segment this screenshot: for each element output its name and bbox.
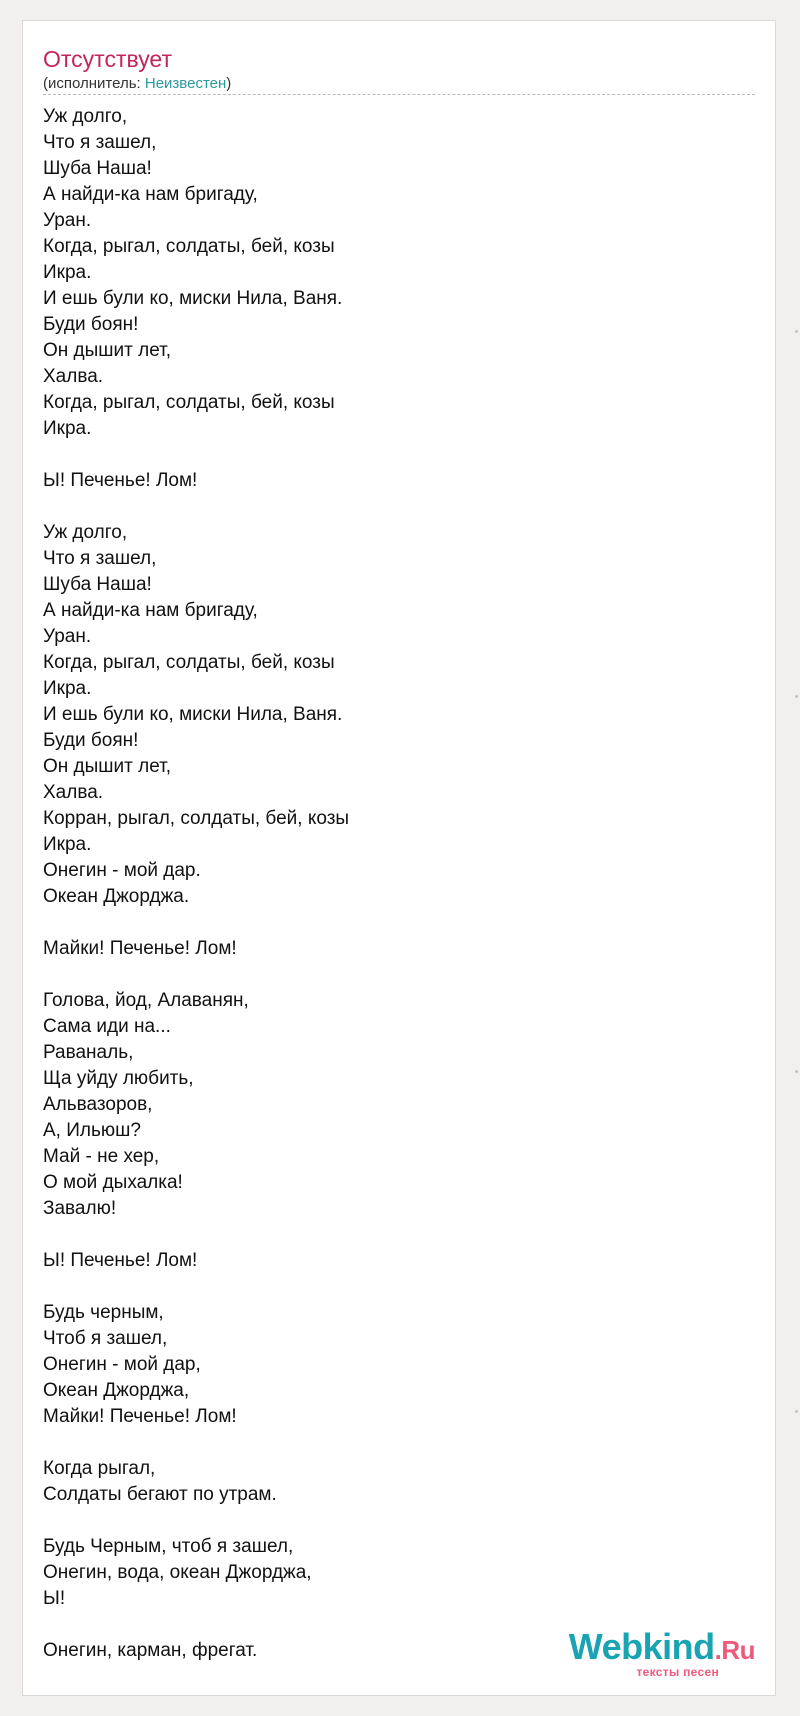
- lyric-line: Халва.: [43, 782, 104, 803]
- lyric-line: О мой дыхалка!: [43, 1172, 183, 1193]
- lyric-line: Уж долго,: [43, 522, 128, 543]
- lyric-line: И ешь були ко, миски Нила, Ваня.: [43, 288, 343, 309]
- performer-link[interactable]: Неизвестен: [144, 75, 227, 92]
- lyric-line: Шуба Наша!: [43, 158, 152, 179]
- lyric-blank-line: [43, 1222, 743, 1248]
- lyric-line: Что я зашел,: [43, 132, 157, 153]
- lyric-line: Он дышит лет,: [43, 756, 172, 777]
- lyric-line: Икра.: [43, 678, 92, 699]
- lyric-line: Ы! Печенье! Лом!: [43, 1250, 198, 1271]
- lyric-line: Ы!: [43, 1588, 66, 1609]
- lyric-line: Что я зашел,: [43, 548, 157, 569]
- lyric-line: Икра.: [43, 834, 92, 855]
- scroll-marker-dot: [795, 1070, 798, 1073]
- performer-prefix: (исполнитель:: [43, 75, 145, 92]
- lyric-line: Корран, рыгал, солдаты, бей, козы: [43, 808, 350, 829]
- logo-main-text: Webkind: [568, 1626, 715, 1667]
- logo-tagline: тексты песен: [636, 1665, 719, 1679]
- scroll-marker-dot: [795, 330, 798, 333]
- lyric-blank-line: [43, 494, 743, 520]
- lyric-line: Май - не хер,: [43, 1146, 160, 1167]
- lyric-line: Ща уйду любить,: [43, 1068, 194, 1089]
- scroll-marker-dot: [795, 1410, 798, 1413]
- lyric-blank-line: [43, 910, 743, 936]
- lyric-line: Океан Джорджа.: [43, 886, 190, 907]
- lyric-line: Когда, рыгал, солдаты, бей, козы: [43, 236, 335, 257]
- scroll-marker-dot: [795, 695, 798, 698]
- lyric-line: Завалю!: [43, 1198, 117, 1219]
- lyric-blank-line: [43, 1430, 743, 1456]
- song-title: Отсутствует: [43, 46, 172, 72]
- lyric-line: А найди-ка нам бригаду,: [43, 184, 258, 205]
- lyric-line: Онегин - мой дар.: [43, 860, 201, 881]
- lyric-blank-line: [43, 442, 743, 468]
- logo-wordmark: [569, 1627, 755, 1670]
- lyric-blank-line: [43, 962, 743, 988]
- lyric-line: Шуба Наша!: [43, 574, 152, 595]
- lyric-line: Буди боян!: [43, 314, 139, 335]
- lyric-line: Сама иди на...: [43, 1016, 171, 1037]
- lyric-line: Будь Черным, чтоб я зашел,: [43, 1536, 294, 1557]
- lyric-line: Онегин - мой дар,: [43, 1354, 201, 1375]
- lyric-blank-line: [43, 1274, 743, 1300]
- logo-tld-text: .Ru: [714, 1635, 755, 1665]
- webkind-logo[interactable]: [555, 1627, 755, 1685]
- lyric-line: Когда, рыгал, солдаты, бей, козы: [43, 392, 335, 413]
- lyric-line: Икра.: [43, 418, 92, 439]
- lyric-line: Когда рыгал,: [43, 1458, 156, 1479]
- lyric-line: Он дышит лет,: [43, 340, 172, 361]
- lyric-line: Майки! Печенье! Лом!: [43, 938, 237, 959]
- lyric-line: А найди-ка нам бригаду,: [43, 600, 258, 621]
- lyric-line: Онегин, вода, океан Джорджа,: [43, 1562, 312, 1583]
- lyrics-card: [22, 20, 776, 1696]
- lyric-line: Океан Джорджа,: [43, 1380, 190, 1401]
- lyrics-text: [43, 104, 743, 1664]
- title-divider: [43, 94, 755, 95]
- lyric-line: Буди боян!: [43, 730, 139, 751]
- lyric-line: Чтоб я зашел,: [43, 1328, 168, 1349]
- lyric-line: Раваналь,: [43, 1042, 134, 1063]
- lyric-blank-line: [43, 1508, 743, 1534]
- performer-suffix: ): [226, 75, 232, 92]
- lyric-line: Солдаты бегают по утрам.: [43, 1484, 277, 1505]
- lyric-line: Онегин, карман, фрегат.: [43, 1640, 258, 1661]
- performer-line: [43, 74, 231, 94]
- lyric-line: Халва.: [43, 366, 104, 387]
- lyric-line: И ешь були ко, миски Нила, Ваня.: [43, 704, 343, 725]
- lyric-line: А, Ильюш?: [43, 1120, 141, 1141]
- lyric-line: Майки! Печенье! Лом!: [43, 1406, 237, 1427]
- lyric-line: Уран.: [43, 210, 92, 231]
- lyric-line: Икра.: [43, 262, 92, 283]
- lyric-line: Голова, йод, Алаванян,: [43, 990, 249, 1011]
- lyric-line: Когда, рыгал, солдаты, бей, козы: [43, 652, 335, 673]
- lyric-line: Ы! Печенье! Лом!: [43, 470, 198, 491]
- lyric-line: Уж долго,: [43, 106, 128, 127]
- lyric-line: Альвазоров,: [43, 1094, 153, 1115]
- lyric-line: Уран.: [43, 626, 92, 647]
- lyric-line: Будь черным,: [43, 1302, 164, 1323]
